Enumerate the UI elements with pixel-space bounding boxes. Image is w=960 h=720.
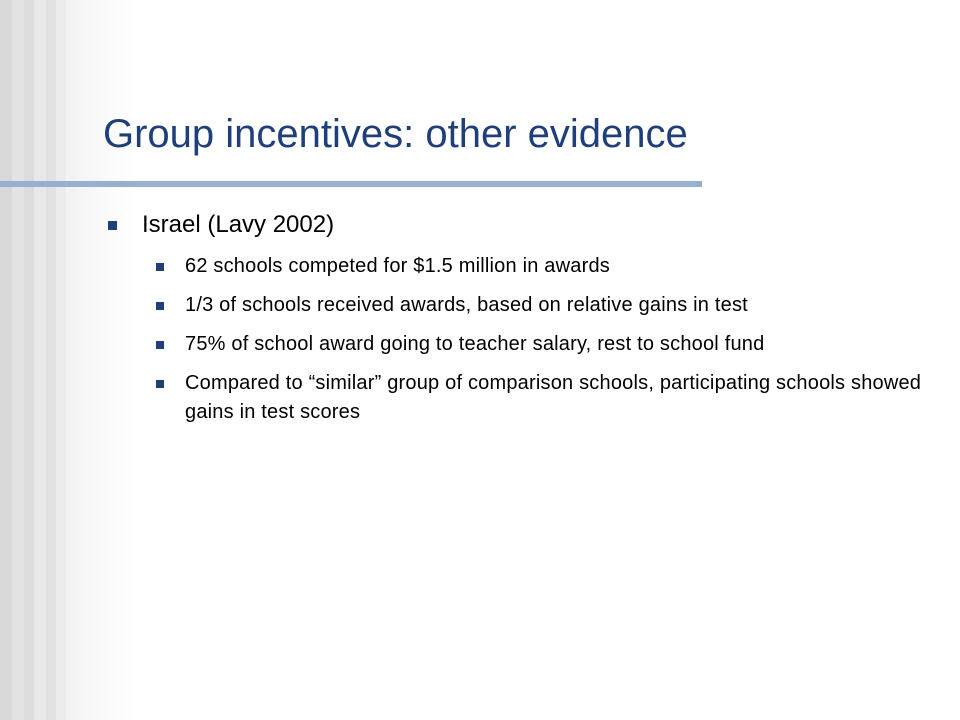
background-stripes: [0, 0, 76, 720]
bullet-square-icon: [156, 341, 164, 349]
sub-bullet: [106, 291, 946, 320]
bullet-square-icon: [108, 221, 117, 230]
main-bullet: [106, 208, 946, 242]
sub-bullet-text: 75% of school award going to teacher salary, rest to school fund: [185, 333, 765, 355]
bullet-square-icon: [156, 302, 164, 310]
sub-bullet: [106, 252, 946, 281]
slide-title: Group incentives: other evidence: [103, 112, 688, 156]
main-bullet-text: Israel (Lavy 2002): [142, 211, 335, 238]
title-underline: [0, 181, 702, 187]
sub-bullet-text: Compared to “similar” group of comparison schools, participating schools showed gains in test scores: [185, 372, 922, 423]
sub-bullet-text: 1/3 of schools received awards, based on relative gains in test: [185, 294, 748, 316]
bullet-square-icon: [156, 380, 164, 388]
sub-bullet: [106, 330, 946, 359]
sub-bullet-text: 62 schools competed for $1.5 million in awards: [185, 255, 610, 277]
sub-bullet: [106, 369, 946, 427]
slide-content: [106, 208, 946, 437]
sub-bullet-list: [106, 252, 946, 427]
bullet-square-icon: [156, 263, 164, 271]
